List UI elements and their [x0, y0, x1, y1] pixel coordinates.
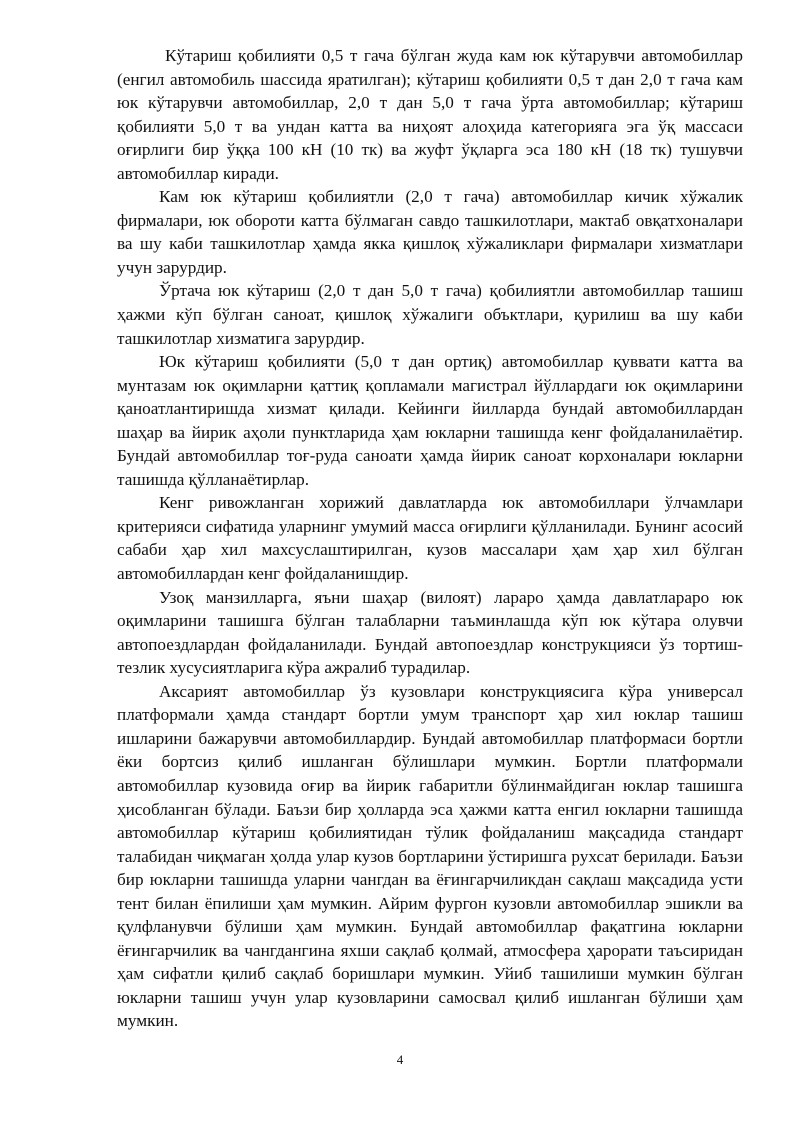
document-body	[117, 44, 743, 1033]
paragraph-light-duty-use: Кам юк кўтариш қобилиятли (2,0 т гача) автомобиллар кичик хўжалик фирмалари, юк обороти катта бўлмаган савдо ташкилотлари, мактаб овқатхоналари ва шу каби ташкилотлар ҳамда якка қишлоқ хўжаликлари фирмалари хизматлари учун зарурдир.	[117, 187, 743, 277]
paragraph-load-capacity-classes: Кўтариш қобилияти 0,5 т гача бўлган жуда кам юк кўтарувчи автомобиллар (енгил автомобиль шассида яратилган); кўтариш қобилияти 0,5 т дан 2,0 т гача кам юк кўтарувчи автомобиллар, 2,0 т дан 5,0 т гача ўрта автомобиллар; кўтариш қобилияти 5,0 т ва ундан катта ва ниҳоят алоҳида категорияга эга ўқ массаси оғирлиги бир ўққа 100 кН (10 тк) ва жуфт ўқларга эса 180 кН (18 тк) тушувчи автомобиллар киради.	[117, 46, 743, 183]
paragraph-body-types: Аксарият автомобиллар ўз кузовлари конструкциясига кўра универсал платформали ҳамда стандарт бортли умум транспорт ҳар хил юклар ташиш ишларини бажарувчи автомобиллардир. Бундай автомобиллар платформаси бортли ёки бортсиз қилиб ишланган бўлишлари мумкин. Бортли платформали автомобиллар кузовида оғир ва йирик габаритли бўлинмайдиган юклар ташишга ҳисобланган бўлади. Баъзи бир ҳолларда эса ҳажми катта енгил юкларни ташишда автомобиллар кўтариш қобилиятидан тўлик фойдаланиш мақсадида стандарт талабидан чиқмаган ҳолда улар кузов бортларини ўстиришга рухсат берилади. Баъзи бир юкларни ташишда уларни чангдан ва ёғингарчиликдан сақлаш мақсадида усти тент билан ёпилиши ҳам мумкин. Айрим фургон кузовли автомобиллар эшикли ва қулфланувчи бўлиши ҳам мумкин. Бундай автомобиллар фақатгина юкларни ёғингарчилик ва чангдангина яхши сақлаб қолмай, атмосфера ҳарорати таъсиридан ҳам сифатли қилиб сақлаб боришлари мумкин. Уйиб ташилиши мумкин бўлган юкларни ташиш учун улар кузовларини самосвал қилиб ишланган бўлиши ҳам мумкин.	[117, 681, 743, 1031]
page-number: 4	[396, 1052, 404, 1067]
paragraph-road-trains: Узоқ манзилларга, яъни шаҳар (вилоят) лараро ҳамда давлатлараро юк оқимларини ташишга бўлган талабларни таъминлашда кўп юк кўтара олувчи автопоездлардан фойдаланилади. Бундай автопоездлар конструкцияси ўз тортиш-тезлик хусусиятларига кўра ажралиб турадилар.	[117, 587, 743, 678]
paragraph-medium-duty-use: Ўртача юк кўтариш (2,0 т дан 5,0 т гача) қобилиятли автомобиллар ташиш ҳажми кўп бўлган саноат, қишлоқ хўжалиги объктлари, қурилиш ва шу каби ташкилотлар хизматига зарурдир.	[117, 281, 743, 348]
paragraph-heavy-duty-use: Юк кўтариш қобилияти (5,0 т дан ортиқ) автомобиллар қуввати катта ва мунтазам юк оқимларни қаттиқ қопламали магистрал йўллардаги юк оқимларини қаноатлантиришда хизмат қилади. Кейинги йилларда бундай автомобиллардан шаҳар ва йирик аҳоли пунктларида ҳам юкларни ташишда кенг фойдаланилаётир. Бундай автомобиллар тоғ-руда саноати ҳамда йирик саноат корхоналари юкларни ташишда қўлланаётирлар.	[117, 352, 743, 489]
paragraph-foreign-criteria: Кенг ривожланган хорижий давлатларда юк автомобиллари ўлчамлари критерияси сифатида уларнинг умумий масса оғирлиги қўлланилади. Бунинг асосий сабаби ҳар хил махсуслаштирилган, кузов массалари ҳам ҳар хил бўлган автомобиллардан кенг фойдаланишдир.	[117, 493, 743, 584]
